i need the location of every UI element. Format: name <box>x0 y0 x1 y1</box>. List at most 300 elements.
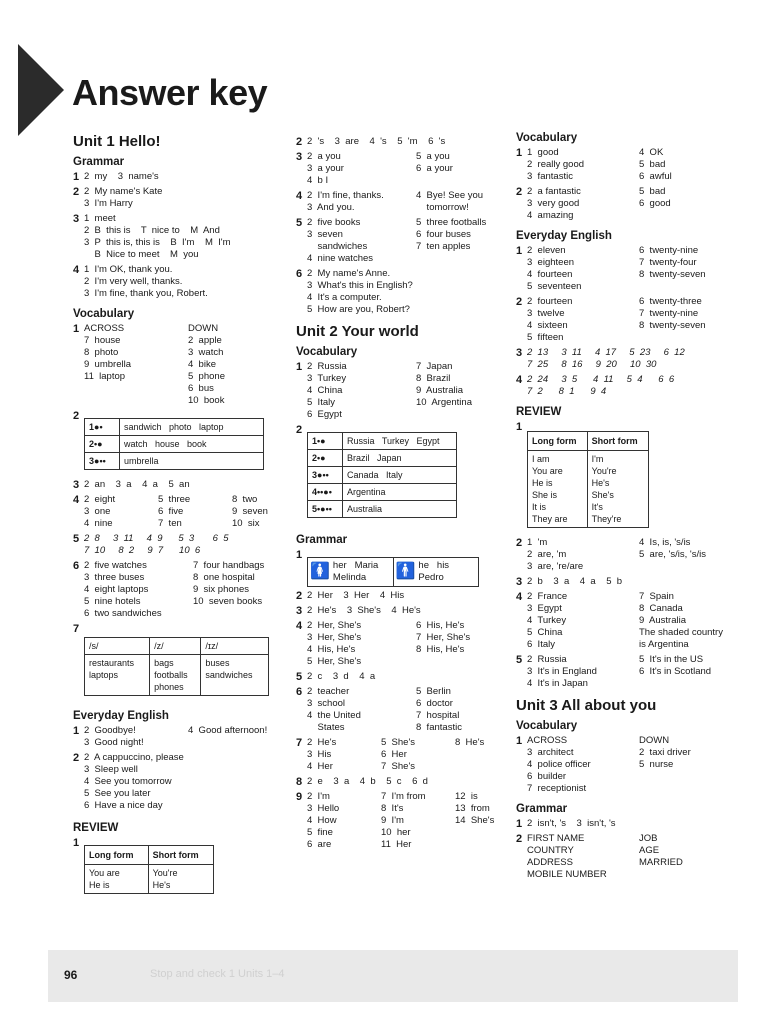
stress-row <box>308 501 457 518</box>
answer-line: 2 He's <box>307 737 337 748</box>
answer-line: The shaded country <box>639 627 723 638</box>
answer-line: ADDRESS <box>527 857 573 868</box>
answer-line: 8 He's <box>455 737 485 748</box>
answer-line: 5 China <box>527 627 563 638</box>
answer-line: 2 my 3 name's <box>84 171 159 182</box>
answer-line: 9 seven <box>232 506 268 517</box>
answer-line: 7 house <box>84 335 121 346</box>
answer-line: 2 a you <box>307 151 341 162</box>
answer-line: 5 She's <box>381 737 416 748</box>
answer-list <box>84 213 283 261</box>
answer-line: 6 It's in Scotland <box>639 666 712 677</box>
answer-list <box>416 151 506 187</box>
answer-line: 3 Egypt <box>527 603 562 614</box>
answer-list <box>639 654 749 690</box>
answer-line: 10 six <box>232 518 260 529</box>
stress-pattern: 4••●• <box>308 484 343 501</box>
answer-line: DOWN <box>188 323 219 334</box>
review-table <box>84 845 214 894</box>
answer-list <box>84 533 283 557</box>
answer-line: 1 I'm OK, thank you. <box>84 264 173 275</box>
answer-line: 10 her <box>381 827 411 838</box>
answer-line: 2 fourteen <box>527 296 573 307</box>
answer-line: 11 Her <box>381 839 412 850</box>
answer-line: 3 Turkey <box>307 373 347 384</box>
answer-line: 4 It's a computer. <box>307 292 382 303</box>
answer-line: 7 I'm from <box>381 791 426 802</box>
section-heading: Vocabulary <box>73 308 135 320</box>
section-heading: Everyday English <box>516 230 612 242</box>
answer-line: 5 nurse <box>639 759 674 770</box>
answer-line: MOBILE NUMBER <box>527 869 607 880</box>
answer-list <box>639 591 749 651</box>
answer-list <box>527 537 635 573</box>
long-form-cell: I am You are He is She is It is They are <box>528 451 588 528</box>
answer-line: 9 six phones <box>193 584 249 595</box>
stress-pattern: 1●• <box>85 419 120 436</box>
long-form-cell: You are He is <box>85 865 149 894</box>
title-arrow-icon <box>18 44 64 136</box>
answer-line: 7 She's <box>381 761 416 772</box>
answer-list <box>527 374 746 398</box>
answer-line: 7 four handbags <box>193 560 265 571</box>
answer-list <box>307 151 412 187</box>
unit-heading: Unit 2 Your world <box>296 323 419 340</box>
answer-line: 8 It's <box>381 803 404 814</box>
answer-line: 3 are, 're/are <box>527 561 584 572</box>
answer-line: 5 three <box>158 494 191 505</box>
short-form-header: Short form <box>587 432 648 451</box>
answer-list <box>527 296 635 344</box>
answer-line: 2 apple <box>188 335 222 346</box>
answer-line: 7 twenty-four <box>639 257 697 268</box>
answer-list <box>416 620 506 668</box>
stress-words: Australia <box>343 501 457 518</box>
answer-list <box>527 654 635 690</box>
answer-line: 7 twenty-nine <box>639 308 699 319</box>
short-form-header: Short form <box>148 846 213 865</box>
stress-pattern: 3●•• <box>308 467 343 484</box>
review-heading: REVIEW <box>73 822 119 834</box>
answer-line: 3 school <box>307 698 346 709</box>
answer-line: 2 five books <box>307 217 361 228</box>
answer-list <box>455 791 510 851</box>
section-heading: Vocabulary <box>296 346 358 358</box>
answer-line: MARRIED <box>639 857 683 868</box>
answer-line: 10 Argentina <box>416 397 472 408</box>
answer-list <box>416 686 506 734</box>
answer-line: 4 Turkey <box>527 615 567 626</box>
answer-line: 8 two <box>232 494 258 505</box>
answer-line: 3 Good night! <box>84 737 144 748</box>
answer-line: States <box>307 722 345 733</box>
short-form-cell: You're He's <box>148 865 213 894</box>
sound-iz-header: /ɪz/ <box>201 638 269 655</box>
answer-line: 4 His, He's <box>307 644 356 655</box>
stress-words: Russia Turkey Egypt <box>343 433 457 450</box>
answer-line: 5 seventeen <box>527 281 582 292</box>
woman-icon: 🚺 <box>310 563 330 580</box>
section-heading: Grammar <box>516 803 568 815</box>
answer-line: 6 builder <box>527 771 567 782</box>
across-list <box>527 735 635 795</box>
answer-line: 2 b 3 a 4 a 5 b <box>527 576 623 587</box>
answer-list <box>381 737 451 773</box>
answer-line: 3 architect <box>527 747 574 758</box>
answer-line: 2 Goodbye! <box>84 725 136 736</box>
answer-line: 6 good <box>639 198 671 209</box>
answer-line: 2 Her 3 Her 4 His <box>307 590 405 601</box>
answer-line: 6 four buses <box>416 229 471 240</box>
answer-line: tomorrow! <box>416 202 469 213</box>
answer-line: 2 's 3 are 4 's 5 'm 6 's <box>307 136 446 147</box>
answer-line: 6 His, He's <box>416 620 465 631</box>
gender-figure-box <box>307 557 479 587</box>
answer-line: 2 He's 3 She's 4 He's <box>307 605 421 616</box>
answer-list <box>193 560 293 620</box>
answer-line: 5 fine <box>307 827 333 838</box>
answer-line: sandwiches <box>307 241 368 252</box>
answer-line: 6 five <box>158 506 184 517</box>
answer-line: 6 doctor <box>416 698 453 709</box>
answer-line: 3 Hello <box>307 803 340 814</box>
answer-line: 2 My name's Anne. <box>307 268 391 279</box>
answer-line: 2 c 3 d 4 a <box>307 671 376 682</box>
down-list <box>639 735 739 795</box>
answer-line: 2 8 3 11 4 9 5 3 6 5 <box>84 533 229 544</box>
answer-line: 3 watch <box>188 347 224 358</box>
answer-line: 5 It's in the US <box>639 654 704 665</box>
answer-line: 3 twelve <box>527 308 565 319</box>
answer-line: 2 24 3 5 4 11 5 4 6 6 <box>527 374 675 385</box>
answer-line: 5 a you <box>416 151 450 162</box>
answer-line: 2 Her, She's <box>307 620 362 631</box>
answer-list <box>527 833 635 881</box>
answer-line: B Nice to meet M you <box>84 249 199 260</box>
answer-line: 2 A cappuccino, please <box>84 752 184 763</box>
answer-line: 7 receptionist <box>527 783 587 794</box>
answer-line: is Argentina <box>639 639 689 650</box>
sound-s-cell: restaurants laptops <box>85 655 150 696</box>
answer-line: 3 eighteen <box>527 257 575 268</box>
answer-line: 5 nine hotels <box>84 596 141 607</box>
stress-row <box>308 467 457 484</box>
answer-line: 6 twenty-nine <box>639 245 699 256</box>
answer-line: 2 France <box>527 591 568 602</box>
answer-line: 4 Bye! See you <box>416 190 484 201</box>
answer-line: 10 book <box>188 395 225 406</box>
answer-line: JOB <box>639 833 658 844</box>
answer-line: 6 two sandwiches <box>84 608 162 619</box>
answer-line: 4 the United <box>307 710 361 721</box>
answer-line: 3 three buses <box>84 572 145 583</box>
answer-line: 6 a your <box>416 163 453 174</box>
sounds-table <box>84 637 269 696</box>
answer-line: 6 Have a nice day <box>84 800 163 811</box>
answer-line: 2 eleven <box>527 245 566 256</box>
answer-line: 4 eight laptops <box>84 584 149 595</box>
answer-line: DOWN <box>639 735 670 746</box>
section-heading: Grammar <box>73 156 125 168</box>
answer-line: 3 one <box>84 506 111 517</box>
answer-line: 2 Russia <box>307 361 347 372</box>
answer-line: 4 police officer <box>527 759 591 770</box>
answer-line: COUNTRY <box>527 845 574 856</box>
answer-line: 6 Egypt <box>307 409 342 420</box>
answer-line: 2 isn't, 's 3 isn't, 's <box>527 818 616 829</box>
answer-line: 14 She's <box>455 815 495 826</box>
stress-pattern: 3●•• <box>85 453 120 470</box>
section-heading: Vocabulary <box>516 720 578 732</box>
answer-list <box>84 752 283 812</box>
answer-line: 5 are, 's/is, 's/is <box>639 549 706 560</box>
answer-line: 8 one hospital <box>193 572 255 583</box>
answer-list <box>639 537 749 573</box>
answer-line: 13 from <box>455 803 490 814</box>
answer-line: 2 eight <box>84 494 116 505</box>
stress-words: watch house book <box>120 436 264 453</box>
review-table <box>527 431 649 528</box>
answer-line: 2 are, 'm <box>527 549 567 560</box>
answer-list <box>307 190 412 214</box>
stress-words: Brazil Japan <box>343 450 457 467</box>
man-icon: 🚹 <box>395 563 416 580</box>
stress-words: sandwich photo laptop <box>120 419 264 436</box>
answer-list <box>84 186 283 210</box>
page-number: 96 <box>64 968 78 982</box>
stress-row <box>85 436 264 453</box>
column-2: 2 2 's 3 are 4 's 5 'm 6 's 3 2 a you 3 a your 4 b I 5 a you 6 a your 4 2 I'm fine, thanks. 3 And you. 4 Bye! See you tomorrow! 5 2 five books 3 seven sandwiches 4 nine watches 5 three footballs 6 four buses 7 ten apples 6 2 My name's Anne. 3 What's this in English? 4 It's a computer. 5 How are you, Robert? Unit 2 Your world Vocabulary 1 2 Russia 3 Turkey 4 China 5 Italy 6 Egypt 7 Japan 8 Brazil 9 Australia 10 Argentina 2 1•● Russia Turkey Egypt 2•● Brazil Japan 3●•• Canada Italy 4••●• Argentina 5•●•• Australia Grammar 1 🚺 her Maria Melinda 🚹 he his Pedro 2 2 Her 3 Her 4 His 3 2 He's 3 She's 4 He's 4 2 Her, She's 3 Her, She's 4 His, He's 5 Her, She's 6 His, He's 7 Her, She's 8 His, He's 5 2 c 3 d 4 a 6 2 teacher 3 school 4 the United States 5 Berlin 6 doctor 7 hospital 8 fantastic 7 2 He's 3 His 4 Her 5 She's 6 Her 7 She's 8 He's 8 2 e 3 a 4 b 5 c 6 d 9 2 I'm 3 Hello 4 How 5 fine 6 are 7 I'm from 8 It's 9 I'm 10 her 11 Her 12 is 13 from 14 She's <box>296 130 501 851</box>
answer-line: 6 Italy <box>527 639 555 650</box>
stress-row <box>308 450 457 467</box>
answer-list <box>307 620 412 668</box>
answer-line: 2 I'm fine, thanks. <box>307 190 384 201</box>
answer-line: 3 I'm fine, thank you, Robert. <box>84 288 208 299</box>
answer-line: 1 meet <box>84 213 116 224</box>
answer-line: 4 Is, is, 's/is <box>639 537 691 548</box>
answer-line: 9 umbrella <box>84 359 131 370</box>
answer-line: 2 really good <box>527 159 585 170</box>
answer-line: 3 It's in England <box>527 666 597 677</box>
answer-list <box>307 268 501 316</box>
answer-line: 7 ten apples <box>416 241 471 252</box>
stress-row <box>85 419 264 436</box>
answer-list <box>639 147 739 183</box>
stress-row <box>85 453 264 470</box>
answer-line: 4 See you tomorrow <box>84 776 172 787</box>
unit-heading: Unit 1 Hello! <box>73 133 161 150</box>
answer-line: 3 very good <box>527 198 580 209</box>
answer-list <box>84 171 283 183</box>
answer-line: 1 'm <box>527 537 548 548</box>
answer-line: 7 Spain <box>639 591 674 602</box>
answer-line: 4 OK <box>639 147 664 158</box>
section-heading: Grammar <box>296 534 348 546</box>
answer-line: 4 Her <box>307 761 333 772</box>
answer-line: 8 twenty-seven <box>639 320 706 331</box>
answer-line: 5 phone <box>188 371 225 382</box>
column-1: Unit 1 Hello! Grammar 1 2 my 3 name's 2 2 My name's Kate 3 I'm Harry 3 1 meet 2 B this is T nice to M And 3 P this is, this is B I'm M I'm B Nice to meet M you 4 1 I'm OK, thank you. 2 I'm very well, thanks. 3 I'm fine, thank you, Robert. Vocabulary 1 ACROSS 7 house 8 photo 9 umbrella 11 laptop DOWN 2 apple 3 watch 4 bike 5 phone 6 bus 10 book 2 1●• sandwich photo laptop 2•● watch house book 3●•• umbrella 3 2 an 3 a 4 a 5 an 4 2 eight 3 one 4 nine 5 three 6 five 7 ten 8 two 9 seven 10 six 5 2 8 3 11 4 9 5 3 6 5 7 10 8 2 9 7 10 6 6 2 five watches 3 three buses 4 eight laptops 5 nine hotels 6 two sandwiches 7 four handbags 8 one hospital 9 six phones 10 seven books 7 /s/ /z/ /ɪz/ restaurants laptops bags footballs phones buses sandwiches Everyday English 1 2 Goodbye! 3 Good night! 4 Good afternoon! 2 2 A cappuccino, please 3 Sleep well 4 See you tomorrow 5 See you later 6 Have a nice day REVIEW 1 Long form Short form You are He is You're He's <box>73 130 283 900</box>
sound-s-header: /s/ <box>85 638 150 655</box>
answer-list <box>381 791 451 851</box>
answer-line: 6 are <box>307 839 332 850</box>
answer-line: 2 I'm very well, thanks. <box>84 276 183 287</box>
answer-line: 5 How are you, Robert? <box>307 304 410 315</box>
answer-list <box>639 186 739 222</box>
answer-line: 2 13 3 11 4 17 5 23 6 12 <box>527 347 685 358</box>
answer-line: 3 I'm Harry <box>84 198 133 209</box>
long-form-header: Long form <box>85 846 149 865</box>
stress-pattern: 2•● <box>308 450 343 467</box>
answer-list <box>232 494 292 530</box>
answer-line: 3 What's this in English? <box>307 280 413 291</box>
unit-heading: Unit 3 All about you <box>516 697 657 714</box>
answer-list <box>416 361 506 421</box>
answer-line: 8 Canada <box>639 603 683 614</box>
answer-list <box>416 190 506 214</box>
page-title: Answer key <box>72 72 268 113</box>
answer-line: 4 nine watches <box>307 253 374 264</box>
section-heading: Everyday English <box>73 710 169 722</box>
answer-line: 8 His, He's <box>416 644 465 655</box>
down-list <box>188 323 288 407</box>
footer-text: Stop and check 1 Units 1–4 <box>150 968 285 980</box>
answer-line: 3 a your <box>307 163 344 174</box>
answer-line: 2 teacher <box>307 686 350 697</box>
answer-line: 4 Good afternoon! <box>188 725 268 736</box>
answer-list <box>84 264 283 300</box>
answer-line: 6 twenty-three <box>639 296 702 307</box>
answer-line: 2 My name's Kate <box>84 186 163 197</box>
answer-line: 8 twenty-seven <box>639 269 706 280</box>
stress-row <box>308 484 457 501</box>
sound-z-header: /z/ <box>150 638 201 655</box>
answer-line: 4 China <box>307 385 343 396</box>
answer-line: 2 taxi driver <box>639 747 691 758</box>
answer-line: 7 Her, She's <box>416 632 471 643</box>
answer-line: 4 It's in Japan <box>527 678 588 689</box>
answer-list <box>527 245 635 293</box>
answer-line: 2 Russia <box>527 654 567 665</box>
answer-line: 2 five watches <box>84 560 147 571</box>
answer-line: 5 Her, She's <box>307 656 362 667</box>
sound-z-cell: bags footballs phones <box>150 655 201 696</box>
answer-list <box>527 591 635 651</box>
stress-pattern: 1•● <box>308 433 343 450</box>
answer-line: ACROSS <box>84 323 125 334</box>
answer-line: 5 Berlin <box>416 686 451 697</box>
short-form-cell: I'm You're He's She's It's They're <box>587 451 648 528</box>
answer-line: 6 awful <box>639 171 672 182</box>
review-heading: REVIEW <box>516 406 562 418</box>
answer-list <box>527 347 746 371</box>
answer-line: 3 Her, She's <box>307 632 362 643</box>
answer-list <box>639 833 739 881</box>
answer-list <box>307 737 377 773</box>
answer-list <box>527 186 635 222</box>
answer-line: 3 Sleep well <box>84 764 138 775</box>
sound-iz-cell: buses sandwiches <box>201 655 269 696</box>
answer-line: 7 2 8 1 9 4 <box>527 386 607 397</box>
stress-pattern: 5•●•• <box>308 501 343 518</box>
answer-list <box>307 217 412 265</box>
answer-list <box>307 361 412 421</box>
answer-line: 7 25 8 16 9 20 10 30 <box>527 359 657 370</box>
answer-line: 2 e 3 a 4 b 5 c 6 d <box>307 776 428 787</box>
column-3: Vocabulary 1 1 good 2 really good 3 fantastic 4 OK 5 bad 6 awful 2 2 a fantastic 3 very good 4 amazing 5 bad 6 good Everyday English 1 2 eleven 3 eighteen 4 fourteen 5 seventeen 6 twenty-nine 7 twenty-four 8 twenty-seven 2 2 fourteen 3 twelve 4 sixteen 5 fifteen 6 twenty-three 7 twenty-nine 8 twenty-seven 3 2 13 3 11 4 17 5 23 6 12 7 25 8 16 9 20 10 30 4 2 24 3 5 4 11 5 4 6 6 7 2 8 1 9 4 REVIEW 1 Long form Short form I am You are He is She is It is They are I'm You're He's She's It's They're 2 1 'm 2 are, 'm 3 are, 're/are 4 Is, is, 's/is 5 are, 's/is, 's/is 3 2 b 3 a 4 a 5 b 4 2 France 3 Egypt 4 Turkey 5 China 6 Italy 7 Spain 8 Canada 9 Australia The shaded country is Argentina 5 2 Russia 3 It's in England 4 It's in Japan 5 It's in the US 6 It's in Scotland Unit 3 All about you Vocabulary 1 ACROSS 3 architect 4 police officer 6 builder 7 receptionist DOWN 2 taxi driver 5 nurse Grammar 1 2 isn't, 's 3 isn't, 's 2 FIRST NAME COUNTRY ADDRESS MOBILE NUMBER JOB AGE MARRIED <box>516 130 746 881</box>
stress-pattern: 2•● <box>85 436 120 453</box>
answer-line: 1 good <box>527 147 559 158</box>
answer-line: 2 a fantastic <box>527 186 581 197</box>
answer-line: 3 His <box>307 749 332 760</box>
answer-list <box>84 560 189 620</box>
across-list <box>84 323 184 407</box>
answer-line: 9 Australia <box>416 385 463 396</box>
answer-line: 5 Italy <box>307 397 335 408</box>
answer-list <box>84 725 184 749</box>
answer-line: 8 fantastic <box>416 722 462 733</box>
answer-list <box>84 494 154 530</box>
answer-line: 7 hospital <box>416 710 460 721</box>
answer-line: 4 bike <box>188 359 216 370</box>
answer-line: 7 ten <box>158 518 182 529</box>
answer-line: 2 I'm <box>307 791 330 802</box>
answer-line: 3 seven <box>307 229 343 240</box>
answer-list <box>527 147 635 183</box>
stress-words: Argentina <box>343 484 457 501</box>
answer-line: 5 three footballs <box>416 217 487 228</box>
answer-line: 3 P this is, this is B I'm M I'm <box>84 237 231 248</box>
answer-line: 4 amazing <box>527 210 574 221</box>
answer-list <box>416 217 506 265</box>
stress-table <box>84 418 264 470</box>
answer-line: 9 I'm <box>381 815 404 826</box>
answer-line: 9 Australia <box>639 615 686 626</box>
answer-line: 4 nine <box>84 518 113 529</box>
answer-line: 4 How <box>307 815 337 826</box>
answer-line: 2 an 3 a 4 a 5 an <box>84 479 190 490</box>
answer-list <box>639 245 739 293</box>
answer-line: 3 And you. <box>307 202 355 213</box>
female-answers: her Maria Melinda <box>332 560 379 583</box>
answer-line: 8 photo <box>84 347 119 358</box>
answer-line: ACROSS <box>527 735 568 746</box>
answer-line: 5 See you later <box>84 788 151 799</box>
answer-line: 12 is <box>455 791 478 802</box>
answer-line: 2 B this is T nice to M And <box>84 225 220 236</box>
answer-line: 11 laptop <box>84 371 126 382</box>
answer-line: 4 fourteen <box>527 269 573 280</box>
answer-list <box>158 494 228 530</box>
answer-line: 5 bad <box>639 186 666 197</box>
answer-list <box>307 686 412 734</box>
stress-words: umbrella <box>120 453 264 470</box>
answer-line: 7 Japan <box>416 361 453 372</box>
answer-line: 4 b I <box>307 175 329 186</box>
answer-line: 10 seven books <box>193 596 263 607</box>
answer-line: 8 Brazil <box>416 373 451 384</box>
stress-table <box>307 432 457 518</box>
section-heading: Vocabulary <box>516 132 578 144</box>
long-form-header: Long form <box>528 432 588 451</box>
stress-words: Canada Italy <box>343 467 457 484</box>
answer-line: 6 Her <box>381 749 407 760</box>
answer-line: 6 bus <box>188 383 214 394</box>
answer-line: 5 fifteen <box>527 332 564 343</box>
answer-line: 7 10 8 2 9 7 10 6 <box>84 545 201 556</box>
answer-line: FIRST NAME <box>527 833 585 844</box>
answer-list <box>307 791 377 851</box>
